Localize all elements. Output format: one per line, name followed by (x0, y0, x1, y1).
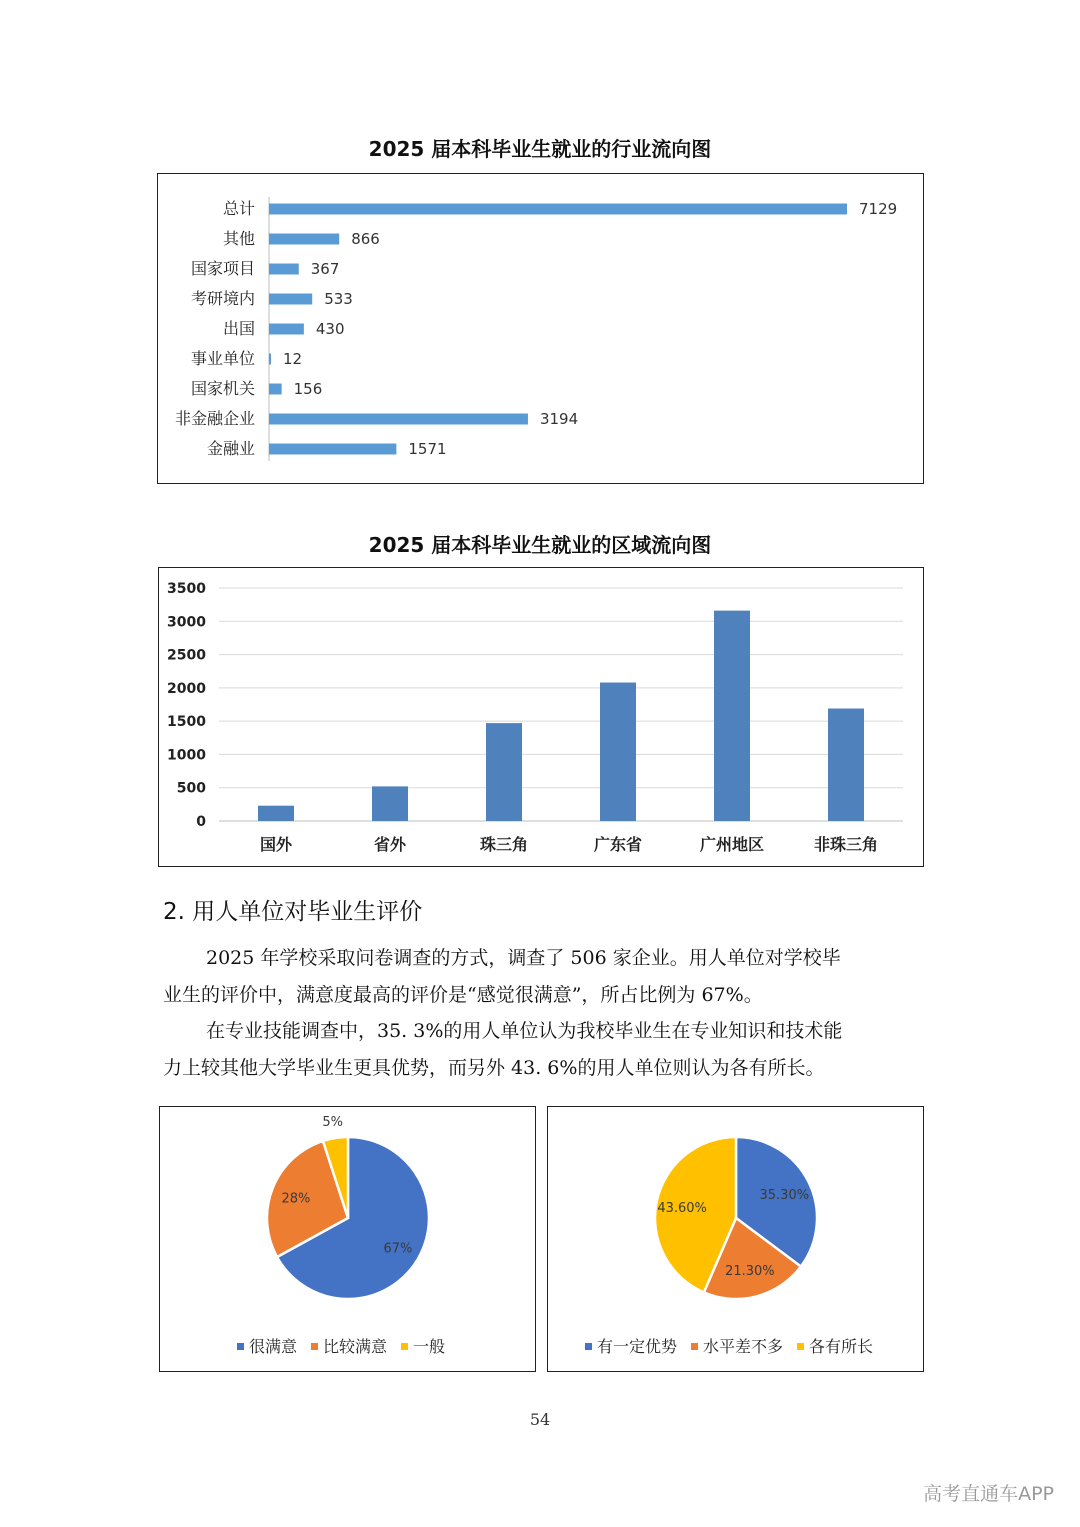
data-label: 3194 (539, 410, 579, 428)
bar (714, 611, 750, 821)
data-label: 430 (315, 320, 345, 338)
y-tick-label: 1500 (167, 714, 206, 731)
data-label: 533 (324, 290, 353, 308)
bar (269, 414, 528, 425)
slice-label: 21.30% (725, 1264, 775, 1280)
skills-pie-chart (547, 1106, 924, 1372)
industry-chart-title: 2025 届本科毕业生就业的行业流向图 (368, 137, 712, 161)
slice-label: 5% (322, 1115, 343, 1131)
watermark: 高考直通车APP (923, 1483, 1054, 1505)
legend-swatch (401, 1343, 408, 1350)
satisfaction-pie-chart (159, 1106, 536, 1372)
category-label: 考研境内 (190, 289, 255, 308)
y-tick-label: 500 (176, 780, 206, 797)
legend-label: 一般 (413, 1337, 446, 1356)
paragraph-line: 业生的评价中，满意度最高的评价是“感觉很满意”，所占比例为 67%。 (163, 984, 763, 1006)
bar (269, 234, 339, 245)
slice-label: 67% (383, 1241, 413, 1257)
y-tick-label: 2500 (167, 647, 206, 664)
y-tick-label: 3000 (167, 614, 206, 631)
legend-label: 比较满意 (323, 1337, 388, 1356)
data-label: 866 (351, 230, 380, 248)
y-tick-label: 3500 (167, 581, 206, 597)
x-tick-label: 非珠三角 (813, 835, 879, 854)
bar (486, 723, 522, 821)
bar (269, 444, 396, 455)
bar (372, 786, 408, 821)
x-tick-label: 省外 (373, 835, 407, 854)
skills-pie-plot (548, 1107, 925, 1373)
slice-label: 43.60% (657, 1200, 707, 1216)
category-label: 事业单位 (190, 349, 255, 368)
legend-swatch (691, 1343, 698, 1350)
legend-swatch (797, 1343, 804, 1350)
y-tick-label: 0 (196, 814, 206, 830)
bar (600, 683, 636, 821)
bar (269, 264, 299, 275)
category-label: 国家机关 (190, 379, 255, 398)
category-label: 非金融企业 (174, 409, 255, 428)
category-label: 总计 (222, 199, 255, 218)
bar (269, 354, 271, 365)
category-label: 金融业 (206, 439, 255, 458)
data-label: 1571 (408, 440, 447, 458)
bar (269, 384, 282, 395)
bar (269, 294, 312, 305)
category-label: 国家项目 (190, 259, 255, 278)
industry-chart-plot (158, 174, 925, 485)
satisfaction-pie-plot (160, 1107, 537, 1373)
data-label: 156 (293, 380, 323, 398)
category-label: 出国 (222, 319, 255, 338)
region-chart (158, 567, 924, 867)
legend-swatch (311, 1343, 318, 1350)
paragraph-skills (163, 1013, 918, 1087)
y-tick-label: 1000 (167, 747, 206, 764)
legend-label: 很满意 (249, 1337, 298, 1356)
y-tick-label: 2000 (167, 680, 206, 697)
section-heading: 2. 用人单位对毕业生评价 (163, 899, 423, 925)
region-chart-title: 2025 届本科毕业生就业的区域流向图 (368, 533, 712, 557)
bar (269, 204, 847, 215)
paragraph-line: 在专业技能调查中，35. 3%的用人单位认为我校毕业生在专业知识和技术能 (206, 1020, 843, 1042)
paragraph-survey (163, 940, 918, 1014)
paragraph-line: 2025 年学校采取问卷调查的方式，调查了 506 家企业。用人单位对学校毕 (206, 947, 841, 969)
page-number: 54 (529, 1410, 551, 1429)
bar (828, 708, 864, 821)
legend-label: 有一定优势 (597, 1337, 678, 1356)
paragraph-line: 力上较其他大学毕业生更具优势，而另外 43. 6%的用人单位则认为各有所长。 (163, 1057, 825, 1079)
legend-swatch (585, 1343, 592, 1350)
x-tick-label: 广州地区 (699, 835, 765, 854)
slice-label: 28% (281, 1191, 311, 1207)
legend-label: 各有所长 (809, 1337, 874, 1356)
slice-label: 35.30% (759, 1187, 810, 1203)
data-label: 12 (283, 350, 303, 368)
data-label: 7129 (859, 200, 898, 218)
x-tick-label: 国外 (259, 835, 293, 854)
legend-label: 水平差不多 (703, 1337, 784, 1356)
bar (258, 806, 294, 821)
category-label: 其他 (222, 229, 255, 248)
industry-chart (157, 173, 924, 484)
data-label: 367 (310, 260, 340, 278)
bar (269, 324, 304, 335)
region-chart-plot (159, 568, 925, 868)
x-tick-label: 珠三角 (479, 835, 529, 854)
legend-swatch (237, 1343, 244, 1350)
x-tick-label: 广东省 (593, 835, 643, 854)
